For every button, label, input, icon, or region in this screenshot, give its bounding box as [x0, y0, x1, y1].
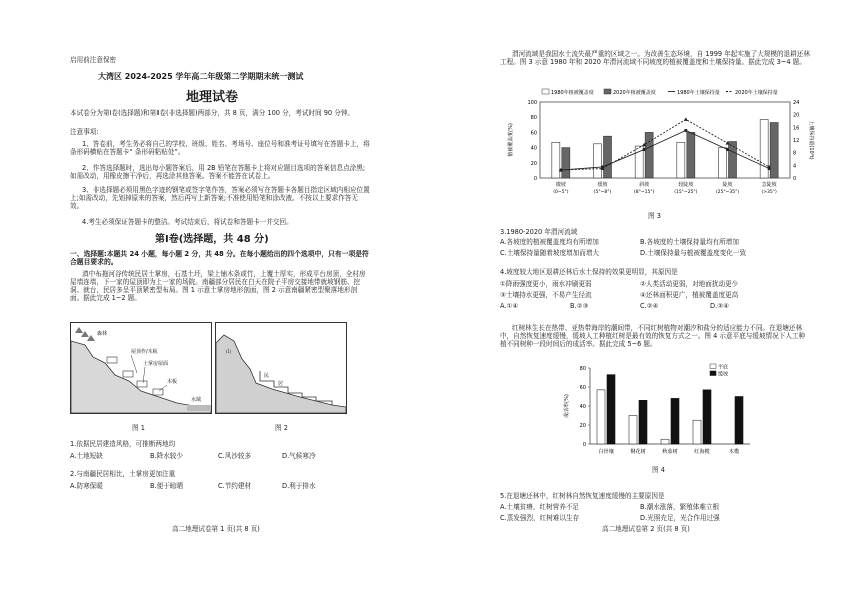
q3-option-c: C.土壤保持量随着坡度增加而增大	[500, 249, 600, 257]
figure-1-caption: 图 1	[132, 424, 145, 432]
y-right-tick-label: 4	[793, 163, 797, 170]
x-tick-label: 急陡坡	[761, 182, 777, 188]
y-tick-label: 40	[579, 404, 586, 410]
bar-slope-survival	[703, 390, 711, 444]
subject-title: 地理试卷	[186, 90, 239, 105]
line-1980-soil	[561, 131, 769, 171]
legend-swatch-slope	[710, 371, 716, 376]
q4-stem: 4.坡度较大地区退耕还林后水土保持的效果更明显，其原因是	[500, 268, 678, 276]
q4-option-c: C.②④	[640, 302, 659, 310]
y-left-tick-label: 40	[530, 145, 537, 152]
y-left-tick-label: 20	[530, 160, 537, 167]
q1-stem: 1.依据民居建造风格，可推断两地均	[70, 440, 176, 448]
y-tick-label: 0	[582, 442, 586, 448]
bar-1980-vegetation	[552, 142, 560, 178]
q4-item-2: ②人类活动更弱，对地面扰动更少	[640, 280, 739, 288]
passage-3: 红树林生长在热带、亚热带海岸的潮间带，不同红树植物对潮汐和盐分的适应能力不同。在退塘还林中，自然恢复速度缓慢，缓坡人工种植红树是最有效的恢复方式之一。图 4 示意平底与缓坡情况下人工种植不同树种一段时间后的成活率。据此完成 5~6 题。	[500, 324, 806, 348]
q3-option-d: D.土壤保持量与植被覆盖度变化一致	[640, 249, 747, 257]
bar-1980-vegetation	[594, 144, 602, 178]
bar-1980-vegetation	[719, 148, 727, 178]
legend-swatch-1980-bar	[542, 89, 549, 94]
page-2-footer: 高二地理试卷第 2 页(共 8 页)	[602, 525, 690, 533]
legend-label-flat: 平底	[718, 364, 729, 371]
bar-flat-survival	[693, 420, 701, 444]
q4-option-d: D.③④	[710, 302, 729, 310]
point-1980-soil	[726, 148, 729, 151]
q1-option-d: D.气候寒冷	[282, 452, 316, 460]
bar-flat-survival	[597, 390, 605, 444]
legend-label: 2020年土壤保持量	[735, 90, 778, 96]
figure-2-caption: 图 2	[275, 424, 288, 432]
note-4: 4.考生必须保证答题卡的整洁。考试结束后，将试卷和答题卡一并交回。	[82, 218, 293, 226]
tree-icon	[75, 327, 95, 341]
q1-option-a: A.土地短缺	[70, 452, 103, 460]
figure-1-drawing	[71, 323, 211, 413]
y-tick-label: 60	[579, 385, 586, 391]
note-2: 2、作答选择题时，选出每小题答案后，用 2B 铅笔在答题卡上将对应题目选项的答案信息点涂黑;如需改动，用橡皮擦干净后，再选涂其他答案。答案不能答在试卷上。	[70, 164, 366, 180]
legend-label: 1980年植被覆盖度	[551, 90, 594, 96]
y-right-tick-label: 24	[793, 100, 800, 106]
note-3: 3、非选择题必须用黑色字迹的钢笔或签字笔作答，答案必须写在答题卡各题目指定区域内相应位置上;如需改动，先划掉原来的答案，然后再写上新答案;不准使用铅笔和涂改液。不按以上要求作答无效。	[70, 186, 370, 210]
fig1-label-surface: 土掌房屋面	[143, 361, 169, 367]
x-tick-label: 秋茄树	[662, 449, 678, 455]
part-heading: 一、选择题:本题共 24 小题，每小题 2 分，共 48 分。在每小题给出的四个选项中，只有一项是符合题目要求的。	[70, 250, 369, 266]
q5-stem: 5.在退塘还林中，红树林自然恢复速度缓慢的主要原因是	[500, 492, 665, 500]
fig1-label-board: 木板	[167, 379, 178, 385]
figure-3-caption: 图 3	[648, 212, 661, 220]
q3-option-b: B.各坡度的土壤保持量均有所增加	[640, 238, 739, 246]
x-tick-sublabel: (15°~25°)	[674, 190, 698, 195]
x-tick-label: 缓坡	[597, 182, 608, 188]
x-tick-label: 斜坡	[639, 182, 650, 188]
bar-2020-vegetation	[645, 132, 653, 178]
bar-2020-vegetation	[729, 142, 737, 178]
x-tick-label: 较陡坡	[678, 182, 694, 188]
legend-label: 2020年植被覆盖度	[613, 90, 656, 96]
q4-option-b: B.②③	[570, 302, 589, 310]
x-tick-sublabel: (>35°)	[761, 190, 777, 195]
point-2020-soil	[684, 117, 688, 121]
intro-text: 本试卷分为第Ⅰ卷(选择题)和第Ⅱ卷(非选择题)两部分，共 8 页，满分 100 分，考试时间 90 分钟。	[70, 109, 355, 117]
y-right-tick-label: 16	[793, 125, 800, 132]
bar-1980-vegetation	[677, 142, 685, 178]
q4-item-4: ④还林面积更广，植被覆盖度更高	[640, 291, 739, 299]
q2-option-d: D.利于排水	[282, 482, 316, 490]
x-tick-sublabel: (25°~35°)	[715, 190, 740, 195]
bar-slope-survival	[671, 398, 679, 444]
figure-3-chart	[500, 86, 820, 204]
fig1-label-water: 水域	[191, 397, 202, 403]
q5-option-a: A.土壤贫瘠，红树营养不足	[500, 503, 580, 511]
y-left-tick-label: 80	[530, 115, 537, 122]
fig1-label-forest: 森林	[97, 331, 108, 337]
exam-header: 大湾区 2024-2025 学年高二年级第二学期期末统一测试	[98, 72, 304, 81]
bar-slope-survival	[607, 375, 615, 444]
figure-4-caption: 图 4	[652, 466, 665, 474]
exam-page-2	[430, 0, 860, 608]
legend-swatch-flat	[710, 364, 716, 369]
legend-swatch-2020-bar	[604, 89, 611, 94]
q4-item-1: ①降雨强度更小，雨水冲刷更弱	[500, 280, 592, 288]
legend-label: 1980年土壤保持量	[677, 90, 720, 96]
figure-4-chart	[560, 360, 760, 460]
y-right-tick-label: 0	[793, 176, 797, 182]
y-right-axis-label: 土壤保持量(10⁴t)	[808, 120, 814, 160]
q1-option-c: C.风沙较多	[218, 452, 252, 460]
q5-option-c: C.蒸发强烈，红树难以生存	[500, 514, 580, 522]
passage-2: 渭河流域是我国水土流失最严重的区域之一。为改善生态环境，自 1999 年起实施了大规模的退耕还林工程。图 3 示意 1980 年和 2020 年渭河流域不同坡度的植被覆盖度和土壤保持量。据此完成 3~4 题。	[500, 50, 810, 66]
figure-2-drawing	[216, 323, 346, 413]
section-title: 第Ⅰ卷(选择题，共 48 分)	[155, 234, 269, 245]
note-1: 1、答卷前，考生务必将自己的学校、班级、姓名、考场号、座位号和准考证号填写在答题卡上，将条形码横贴在答题卡“ 条形码粘贴处”。	[70, 140, 370, 156]
x-tick-label: 陡坡	[722, 182, 733, 188]
bar-2020-vegetation	[770, 123, 778, 178]
q2-option-b: B.便于晾晒	[150, 482, 183, 490]
q4-item-3: ③土壤持水更强，不易产生径流	[500, 291, 592, 299]
x-tick-sublabel: (5°~8°)	[593, 190, 612, 195]
q3-option-a: A.各坡度的植被覆盖度均有所增加	[500, 238, 599, 246]
y-left-tick-label: 60	[530, 130, 537, 137]
x-tick-sublabel: (0~5°)	[553, 190, 569, 195]
x-tick-label: 红海榄	[694, 449, 710, 455]
y-left-tick-label: 0	[533, 176, 537, 182]
passage-1: 滇中布拖河谷传统民居土掌房，石基土坯，梁上铺木条或竹，上覆土厚实，形成平台房顶，全村房屋墙连墙，下一家的屋顶即为上一家的场院。南疆部分居民在白天在院子平房交接地带就坡钢筋、挖洞、就台，民居多呈平顶紧密型布局。图 1 示意土掌房地形剖面，图 2 示意南疆紧密型聚落地形剖面。据此完成 1~2 题。	[70, 270, 366, 302]
y-right-tick-label: 20	[793, 112, 800, 119]
bar-flat-survival	[629, 416, 637, 445]
bar-slope-survival	[639, 400, 647, 444]
notes-heading: 注意事项:	[70, 128, 99, 136]
y-right-tick-label: 12	[793, 138, 800, 144]
fig2-label-min: 民	[264, 373, 270, 379]
fig2-label-ju: 居	[278, 381, 284, 387]
x-tick-label: 桐花树	[630, 449, 646, 455]
q5-option-b: B.潮水涨落，繁殖体难立根	[640, 503, 720, 511]
legend-label-slope: 缓坡	[718, 371, 729, 378]
figure-2	[215, 322, 347, 414]
q1-option-b: B.降水较少	[150, 452, 183, 460]
bar-2020-vegetation	[604, 136, 612, 178]
q2-option-a: A.防寒保暖	[70, 482, 103, 490]
x-tick-label: 微坡	[555, 182, 566, 188]
q2-stem: 2.与南疆民居相比，土掌房更加注重	[70, 470, 176, 478]
bar-1980-vegetation	[760, 119, 768, 178]
fig1-label-roof: 屋顶作/木板	[131, 349, 158, 355]
fig2-label-mountain: 山	[226, 349, 232, 355]
y-left-tick-label: 100	[527, 100, 537, 106]
bar-flat-survival	[661, 439, 669, 444]
y-axis-label: 成活率(%)	[564, 394, 570, 418]
x-tick-sublabel: (8°~15°)	[633, 190, 655, 195]
line-2020-soil	[561, 119, 769, 170]
y-right-tick-label: 8	[793, 150, 797, 157]
point-1980-soil	[684, 129, 687, 132]
q2-option-c: C.节约建材	[218, 482, 252, 490]
confidential-note: 启用前注意保密	[70, 56, 117, 64]
page-1-footer: 高二地理试卷第 1 页(共 8 页)	[172, 525, 260, 533]
y-tick-label: 20	[579, 423, 586, 429]
point-1980-soil	[643, 148, 646, 151]
x-tick-label: 木榄	[728, 449, 740, 455]
q5-option-d: D.光照充足，光合作用过强	[640, 514, 720, 522]
bar-2020-vegetation	[687, 132, 695, 178]
bar-slope-survival	[735, 397, 743, 445]
y-tick-label: 80	[579, 366, 586, 372]
x-tick-label: 白骨壤	[598, 449, 614, 455]
q3-stem: 3.1980-2020 年渭河流域	[500, 228, 578, 236]
figure-1	[70, 322, 212, 414]
y-left-axis-label: 植被覆盖度(%)	[508, 123, 514, 157]
q4-option-a: A.①④	[500, 302, 519, 310]
bar-2020-vegetation	[562, 148, 570, 178]
